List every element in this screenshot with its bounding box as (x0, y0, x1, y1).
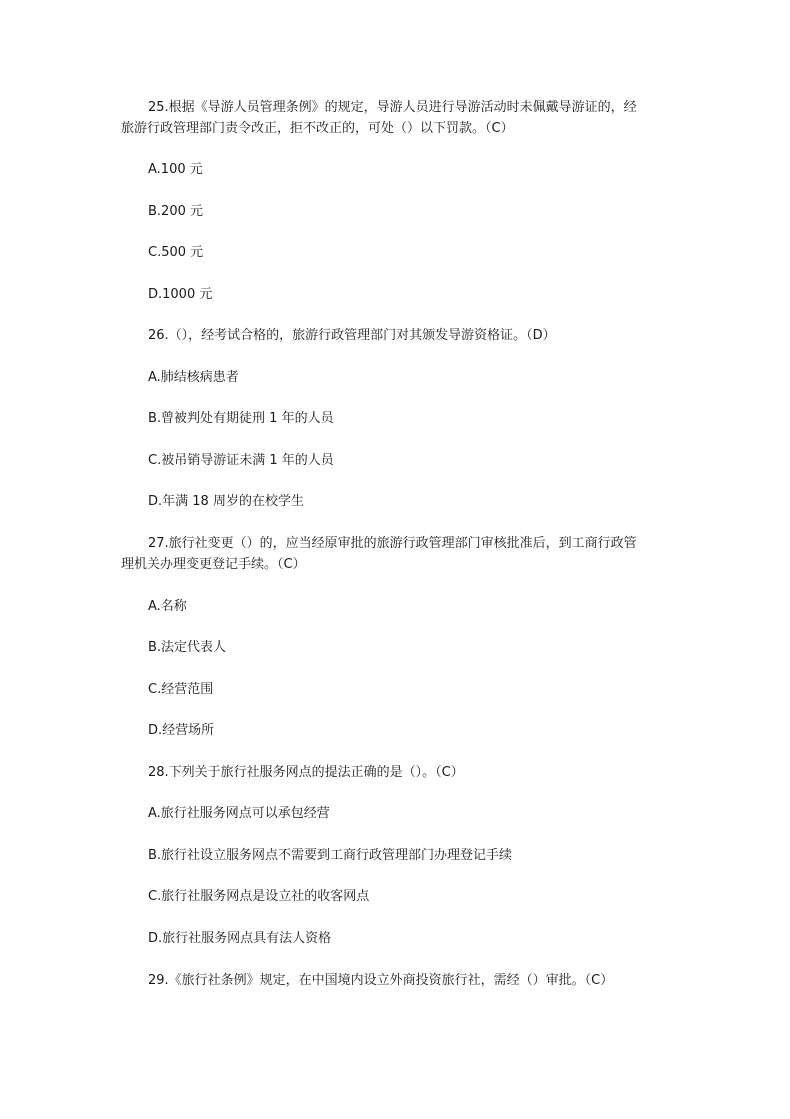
question-26-option-b: B.曾被判处有期徒刑 1 年的人员 (148, 411, 334, 426)
question-28-option-d: D.旅行社服务网点具有法人资格 (148, 931, 332, 946)
question-28-option-a: A.旅行社服务网点可以承包经营 (148, 806, 330, 821)
question-28-option-c: C.旅行社服务网点是设立社的收客网点 (148, 889, 370, 904)
question-25-option-d: D.1000 元 (148, 287, 213, 302)
question-25-line-1: 25.根据《导游人员管理条例》的规定，导游人员进行导游活动时未佩戴导游证的，经 (148, 100, 637, 115)
question-27-option-a: A.名称 (148, 599, 187, 614)
question-26-line-1: 26.（），经考试合格的，旅游行政管理部门对其颁发导游资格证。（D） (148, 328, 556, 343)
question-29-line-1: 29.《旅行社条例》规定，在中国境内设立外商投资旅行社，需经（）审批。（C） (148, 973, 614, 988)
question-27-option-b: B.法定代表人 (148, 640, 227, 655)
question-25-option-a: A.100 元 (148, 162, 203, 177)
question-26-option-d: D.年满 18 周岁的在校学生 (148, 494, 304, 509)
question-27-line-2: 理机关办理变更登记手续。（C） (121, 557, 306, 572)
question-27-line-1: 27.旅行社变更（）的，应当经原审批的旅游行政管理部门审核批准后，到工商行政管 (148, 536, 637, 551)
question-26-option-a: A.肺结核病患者 (148, 370, 239, 385)
question-28-option-b: B.旅行社设立服务网点不需要到工商行政管理部门办理登记手续 (148, 848, 513, 863)
question-27-option-d: D.经营场所 (148, 723, 215, 738)
question-27-option-c: C.经营范围 (148, 682, 214, 697)
question-25-option-b: B.200 元 (148, 204, 203, 219)
question-25-line-2: 旅游行政管理部门责令改正，拒不改正的，可处（）以下罚款。（C） (121, 121, 514, 136)
question-26-option-c: C.被吊销导游证未满 1 年的人员 (148, 453, 334, 468)
question-25-option-c: C.500 元 (148, 245, 204, 260)
question-28-line-1: 28.下列关于旅行社服务网点的提法正确的是（）。（C） (148, 765, 464, 780)
